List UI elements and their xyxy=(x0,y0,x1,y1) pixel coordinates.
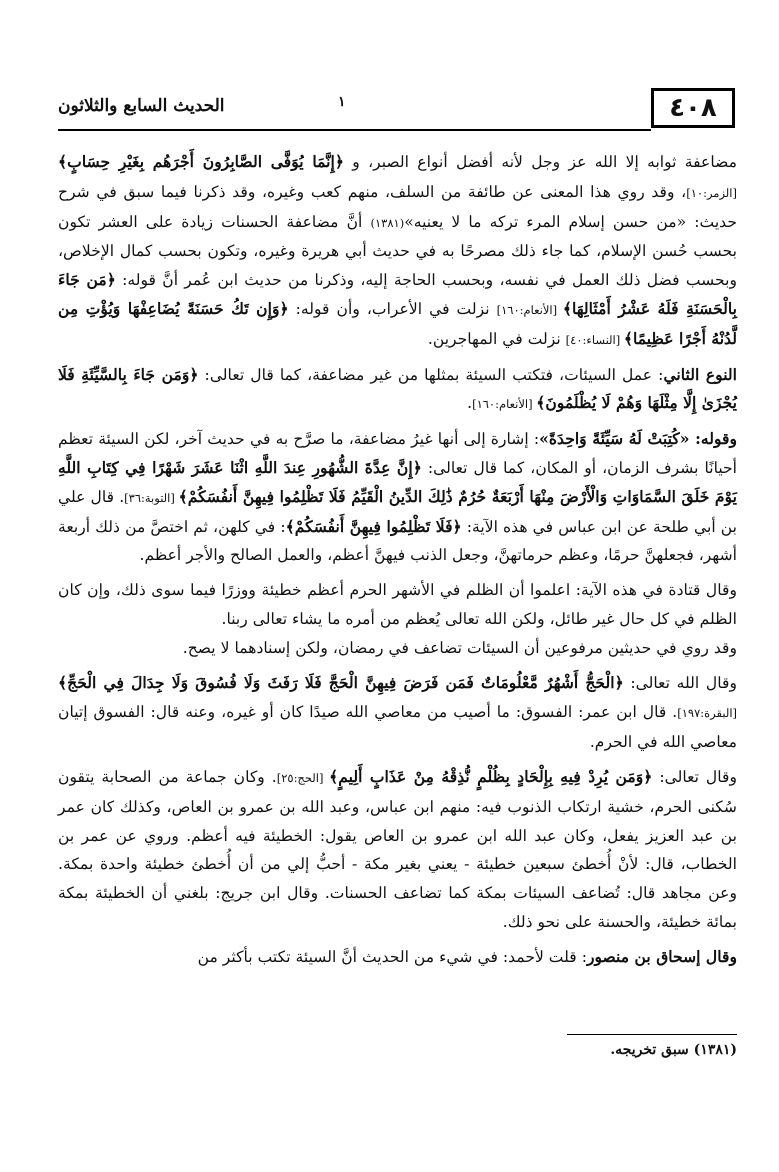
text-run: مضاعفة ثوابه إلا الله عز وجل لأنه أفضل أنواع الصبر، و xyxy=(343,153,737,171)
text-run: . xyxy=(467,394,473,413)
bold-heading: النوع الثاني xyxy=(663,364,737,384)
verse-reference: [البقرة:١٩٧] xyxy=(677,706,737,721)
chapter-title: الحديث السابع والثلاثون xyxy=(58,96,225,116)
text-run: : في كلهن، ثم اختصَّ من ذلك أربعة أشهر، فجعلهنَّ حرمًا، وعظم حرماتهنَّ، وجعل الذنب فيهنَّ أعظم، والعمل الصالح والأجر أعظم. xyxy=(58,517,737,565)
main-text xyxy=(58,148,737,972)
quran-verse: ﴿وَمَن يُرِدْ فِيهِ بِإِلْحَادٍ بِظُلْمٍ نُّذِقْهُ مِنْ عَذَابٍ أَلِيمٍ﴾ xyxy=(329,766,653,786)
verse-reference: (١٣٨١) xyxy=(370,215,405,230)
text-run: وقال قتادة في هذه الآية: اعلموا أن الظلم في الأشهر الحرم أعظم خطيئة ووزرًا فيما سوى ذلك، وإن كان الظلم في كل حال غير طائل، ولكن الله تعالى يُعظم من أمره ما يشاء تعالى ربنا. xyxy=(58,581,737,628)
header-mark: ١ xyxy=(338,94,346,110)
verse-reference: [النساء:٤٠] xyxy=(565,332,624,347)
quran-verse: ﴿إِنَّ عِدَّةَ الشُّهُورِ عِندَ اللَّهِ اثْنَا عَشَرَ شَهْرًا فِي كِتَابِ اللَّهِ يَوْمَ خَلَقَ السَّمَاوَاتِ وَالْأَرْضَ مِنْهَا أَرْبَعَةٌ حُرُمٌ ذَٰلِكَ الدِّينُ الْقَيِّمُ فَلَا تَظْلِمُوا فِيهِنَّ أَنفُسَكُمْ﴾ xyxy=(58,457,737,506)
text-run: : إشارة إلى أنها غيرُ مضاعفة، ما صرَّح به في حديث آخر، لكن السيئة تعظم أحيانًا بشرف الزمان، أو المكان، كما قال تعالى: xyxy=(58,430,738,477)
paragraph xyxy=(58,669,737,757)
text-run: . قال ابن عمر: الفسوق: ما أصيب من معاصي الله صيدًا كان أو غيره، وعنه قال: الفسوق إتيان معاصي الله في الحرم. xyxy=(58,703,737,752)
quran-verse: ﴿الْحَجُّ أَشْهُرٌ مَّعْلُومَاتٌ فَمَن فَرَضَ فِيهِنَّ الْحَجَّ فَلَا رَفَثَ وَلَا فُسُوقَ وَلَا جِدَالَ فِي الْحَجِّ﴾ xyxy=(58,672,624,692)
verse-reference: [التوبة:٣٦] xyxy=(124,490,179,505)
text-run: نزلت في الأعراب، وأن قوله: xyxy=(288,299,497,318)
quran-verse: ﴿إِنَّمَا يُوَفَّى الصَّابِرُونَ أَجْرَهُم بِغَيْرِ حِسَابٍ﴾ xyxy=(58,152,344,171)
text-run: ، وقد روي هذا المعنى عن طائفة من السلف، منهم كعب وغيره، وقد ذكرنا فيما سبق في شرح حديث: «من حسن إسلام المرء تركه ما لا يعنيه» xyxy=(58,182,737,231)
text-run: . وكان جماعة من الصحابة يتقون سُكنى الحرم، خشية ارتكاب الذنوب فيه: منهم ابن عباس، وعبد الله بن عمرو بن العاص، وكذلك كان عمر بن عبد العزيز يفعل، وكان عبد الله ابن عمرو بن العاص يقول: الخطيئة فيه أعظم. وروي عن عمر بن الخطاب، قال: لأنْ أُخطئ سبعين خطيئة - يعني بغير مكة - أحبُّ إلي من أن أُخطئ خطيئة واحدة بمكة. وعن مجاهد قال: تُضاعف السيئات بمكة كما تضاعف الحسنات. وقال ابن جريج: بلغني أن الخطيئة بمكة بمائة خطيئة، والحسنة على نحو ذلك. xyxy=(58,767,737,931)
verse-reference: [الأنعام:١٦٠] xyxy=(496,302,563,317)
text-run: وقال تعالى: xyxy=(652,767,737,786)
text-run: وقد روي في حديثين مرفوعين أن السيئات تضاعف في رمضان، ولكن إسنادهما لا يصح. xyxy=(182,638,737,657)
header-rule xyxy=(58,129,651,131)
text-run: أنَّ مضاعفة الحسنات زيادة على العشر تكون بحسب حُسن الإسلام، كما جاء ذلك مصرحًا به في حديث أبي هريرة وغيره، وتكون بحسب كمال الإخلاص، وبحسب فضل ذلك العمل في نفسه، وبحسب الحاجة إليه، وذكرنا من حديث ابن عُمر أنَّ قوله: xyxy=(58,212,737,290)
text-run: : عمل السيئات، فتكتب السيئة بمثلها من غير مضاعفة، كما قال تعالى: xyxy=(198,365,664,384)
footnote-rule xyxy=(567,1034,737,1035)
verse-reference: [الزمر:١٠] xyxy=(686,185,737,200)
text-run: . قال علي بن أبي طلحة عن ابن عباس في هذه الآية: xyxy=(58,487,737,536)
paragraph xyxy=(58,425,737,570)
bold-heading: وقوله: «كُتِبَتْ لَهُ سَيِّئَةً وَاحِدَةً» xyxy=(539,429,737,449)
text-run: : قلت لأحمد: في شيء من الحديث أنَّ السيئة تكتب بأكثر من xyxy=(197,947,587,966)
quran-verse: ﴿مَن جَاءَ بِالْحَسَنَةِ فَلَهُ عَشْرُ أَمْثَالِهَا﴾ xyxy=(58,270,737,318)
bold-heading: وقال إسحاق بن منصور xyxy=(586,946,737,966)
text-run: نزلت في المهاجرين. xyxy=(427,329,566,348)
quran-verse: ﴿وَإِن تَكُ حَسَنَةً يُضَاعِفْهَا وَيُؤْتِ مِن لَّدُنْهُ أَجْرًا عَظِيمًا﴾ xyxy=(58,298,737,348)
quran-verse: ﴿وَمَن جَاءَ بِالسَّيِّئَةِ فَلَا يُجْزَىٰ إِلَّا مِثْلَهَا وَهُمْ لَا يُظْلَمُونَ﴾ xyxy=(58,364,737,413)
paragraph xyxy=(58,148,737,355)
paragraph xyxy=(58,576,737,634)
verse-reference: [الأنعام:١٦٠] xyxy=(472,397,537,412)
page-number-box: ٤٠٨ xyxy=(651,88,735,128)
footnote: (١٣٨١) سبق تخريجه. xyxy=(610,1042,737,1058)
page-header xyxy=(58,88,735,132)
quran-verse: ﴿فَلَا تَظْلِمُوا فِيهِنَّ أَنفُسَكُمْ﴾ xyxy=(285,516,462,536)
paragraph xyxy=(58,361,737,420)
text-run: وقال الله تعالى: xyxy=(623,673,737,692)
paragraph xyxy=(58,763,737,937)
paragraph xyxy=(58,634,737,663)
paragraph xyxy=(58,943,737,972)
verse-reference: [الحج:٢٥] xyxy=(276,770,330,785)
